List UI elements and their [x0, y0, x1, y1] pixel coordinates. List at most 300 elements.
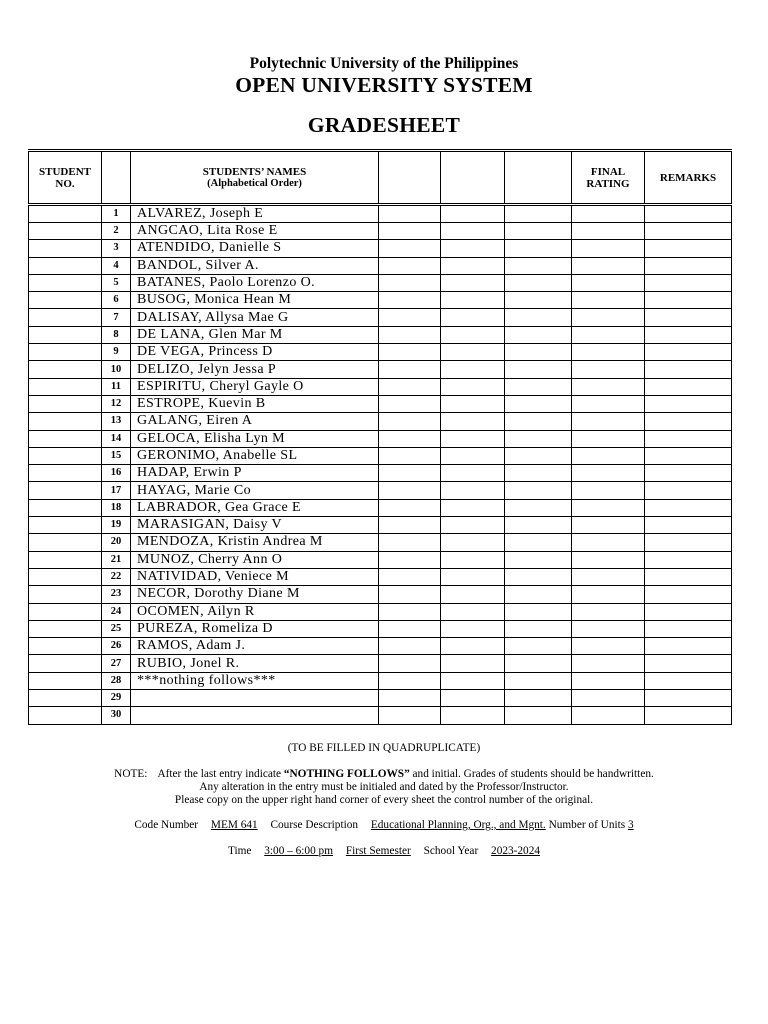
- grade-column-2-header: [441, 151, 505, 205]
- student-name-cell: GELOCA, Elisha Lyn M: [131, 430, 379, 447]
- note-line-3: Please copy on the upper right hand corner of every sheet the control number of the original.: [174, 794, 594, 806]
- university-name: Polytechnic University of the Philippines: [249, 55, 519, 72]
- grade-cell-3: [505, 240, 572, 257]
- grade-cell-3: [505, 223, 572, 240]
- year-value: 2023-2024: [491, 845, 540, 857]
- student-name-cell: [131, 690, 379, 707]
- grade-cell-2: [441, 465, 505, 482]
- remarks-cell: [645, 672, 732, 689]
- remarks-cell: [645, 292, 732, 309]
- student-no-cell: [29, 430, 102, 447]
- table-row: [29, 690, 732, 707]
- final-rating-cell: [572, 586, 645, 603]
- student-no-cell: [29, 690, 102, 707]
- table-row: [29, 620, 732, 637]
- grade-cell-3: [505, 309, 572, 326]
- grade-cell-2: [441, 413, 505, 430]
- schedule-line: [0, 845, 768, 858]
- student-no-cell: [29, 274, 102, 291]
- remarks-cell: [645, 655, 732, 672]
- grade-cell-2: [441, 292, 505, 309]
- student-no-cell: [29, 707, 102, 724]
- remarks-cell: [645, 465, 732, 482]
- student-no-cell: [29, 672, 102, 689]
- course-label: Course Description: [270, 819, 359, 831]
- student-no-cell: [29, 257, 102, 274]
- student-no-cell: [29, 551, 102, 568]
- student-no-cell: [29, 292, 102, 309]
- final-rating-cell: [572, 447, 645, 464]
- grade-cell-3: [505, 205, 572, 223]
- row-number-cell: 18: [102, 499, 131, 516]
- student-no-cell: [29, 534, 102, 551]
- names-header-sub: (Alphabetical Order): [207, 177, 302, 189]
- final-rating-cell: [572, 603, 645, 620]
- grade-cell-2: [441, 655, 505, 672]
- remarks-cell: [645, 499, 732, 516]
- student-name-cell: PUREZA, Romeliza D: [131, 620, 379, 637]
- row-number-cell: 2: [102, 223, 131, 240]
- table-row: [29, 672, 732, 689]
- remarks-cell: [645, 568, 732, 585]
- grade-cell-3: [505, 465, 572, 482]
- table-row: [29, 344, 732, 361]
- table-row: [29, 378, 732, 395]
- table-row: [29, 638, 732, 655]
- grade-cell-3: [505, 378, 572, 395]
- names-header-label: STUDENTS’ NAMES: [202, 165, 307, 178]
- course-info-line: [0, 819, 768, 832]
- student-name-cell: NATIVIDAD, Veniece M: [131, 568, 379, 585]
- note-label: NOTE:: [114, 768, 148, 780]
- final-rating-cell: [572, 292, 645, 309]
- remarks-cell: [645, 638, 732, 655]
- final-rating-header: FINAL RATING: [572, 151, 645, 205]
- table-row: [29, 603, 732, 620]
- remarks-cell: [645, 240, 732, 257]
- grade-cell-3: [505, 499, 572, 516]
- time-value: 3:00 – 6:00 pm: [264, 845, 333, 857]
- grade-cell-3: [505, 586, 572, 603]
- student-no-cell: [29, 620, 102, 637]
- grade-cell-3: [505, 534, 572, 551]
- row-number-cell: 15: [102, 447, 131, 464]
- grade-cell-3: [505, 447, 572, 464]
- grade-cell-2: [441, 638, 505, 655]
- row-number-cell: 10: [102, 361, 131, 378]
- final-rating-cell: [572, 568, 645, 585]
- student-no-cell: [29, 603, 102, 620]
- student-no-cell: [29, 240, 102, 257]
- student-name-cell: ANGCAO, Lita Rose E: [131, 223, 379, 240]
- student-name-cell: RAMOS, Adam J.: [131, 638, 379, 655]
- remarks-header: REMARKS: [645, 151, 732, 205]
- remarks-cell: [645, 361, 732, 378]
- grade-cell-2: [441, 205, 505, 223]
- grade-cell-1: [379, 465, 441, 482]
- grade-cell-3: [505, 292, 572, 309]
- remarks-cell: [645, 430, 732, 447]
- remarks-cell: [645, 395, 732, 412]
- grade-cell-2: [441, 690, 505, 707]
- grade-cell-2: [441, 326, 505, 343]
- row-number-cell: 28: [102, 672, 131, 689]
- grade-cell-1: [379, 240, 441, 257]
- student-no-cell: [29, 361, 102, 378]
- row-number-cell: 20: [102, 534, 131, 551]
- student-name-cell: DE VEGA, Princess D: [131, 344, 379, 361]
- student-name-cell: MUNOZ, Cherry Ann O: [131, 551, 379, 568]
- row-number-cell: 23: [102, 586, 131, 603]
- student-no-cell: [29, 395, 102, 412]
- grade-cell-1: [379, 292, 441, 309]
- final-rating-cell: [572, 517, 645, 534]
- grade-cell-2: [441, 672, 505, 689]
- grade-cell-3: [505, 517, 572, 534]
- grade-cell-3: [505, 413, 572, 430]
- grade-cell-1: [379, 690, 441, 707]
- table-row: [29, 499, 732, 516]
- table-row: [29, 240, 732, 257]
- grade-cell-1: [379, 413, 441, 430]
- note-line-2: Any alteration in the entry must be initialed and dated by the Professor/Instructor.: [199, 781, 569, 793]
- final-rating-cell: [572, 482, 645, 499]
- table-row: [29, 292, 732, 309]
- student-no-cell: [29, 465, 102, 482]
- remarks-cell: [645, 690, 732, 707]
- grade-cell-3: [505, 482, 572, 499]
- row-number-cell: 16: [102, 465, 131, 482]
- row-number-cell: 29: [102, 690, 131, 707]
- student-name-cell: BANDOL, Silver A.: [131, 257, 379, 274]
- grade-cell-2: [441, 447, 505, 464]
- student-name-cell: DELIZO, Jelyn Jessa P: [131, 361, 379, 378]
- grade-cell-3: [505, 326, 572, 343]
- grade-cell-1: [379, 620, 441, 637]
- units-label: Number of Units: [548, 819, 626, 831]
- copies-instruction: (TO BE FILLED IN QUADRUPLICATE): [287, 742, 481, 754]
- grade-cell-2: [441, 482, 505, 499]
- remarks-cell: [645, 603, 732, 620]
- student-no-cell: [29, 638, 102, 655]
- final-rating-cell: [572, 309, 645, 326]
- table-row: [29, 274, 732, 291]
- grade-cell-2: [441, 603, 505, 620]
- remarks-cell: [645, 223, 732, 240]
- final-rating-cell: [572, 205, 645, 223]
- grade-cell-1: [379, 655, 441, 672]
- final-rating-cell: [572, 395, 645, 412]
- table-row: [29, 395, 732, 412]
- grade-cell-1: [379, 586, 441, 603]
- grade-cell-2: [441, 499, 505, 516]
- grade-cell-2: [441, 586, 505, 603]
- grade-cell-1: [379, 344, 441, 361]
- grade-cell-1: [379, 551, 441, 568]
- remarks-cell: [645, 534, 732, 551]
- grade-cell-2: [441, 344, 505, 361]
- remarks-cell: [645, 586, 732, 603]
- row-number-cell: 21: [102, 551, 131, 568]
- final-rating-cell: [572, 655, 645, 672]
- final-rating-cell: [572, 499, 645, 516]
- student-name-cell: DALISAY, Allysa Mae G: [131, 309, 379, 326]
- student-no-cell: [29, 447, 102, 464]
- final-rating-cell: [572, 344, 645, 361]
- row-number-cell: 6: [102, 292, 131, 309]
- row-number-cell: 11: [102, 378, 131, 395]
- table-row: [29, 551, 732, 568]
- grade-cell-3: [505, 361, 572, 378]
- note-line-1: [0, 768, 768, 781]
- remarks-cell: [645, 413, 732, 430]
- student-no-cell: [29, 309, 102, 326]
- document-title: GRADESHEET: [307, 113, 461, 137]
- table-row: [29, 707, 732, 724]
- row-number-cell: 27: [102, 655, 131, 672]
- grade-cell-3: [505, 274, 572, 291]
- final-rating-cell: [572, 672, 645, 689]
- row-number-cell: 7: [102, 309, 131, 326]
- grade-cell-1: [379, 534, 441, 551]
- row-number-cell: 8: [102, 326, 131, 343]
- grade-cell-3: [505, 395, 572, 412]
- row-number-cell: 5: [102, 274, 131, 291]
- final-rating-cell: [572, 707, 645, 724]
- student-name-cell: HADAP, Erwin P: [131, 465, 379, 482]
- table-row: [29, 465, 732, 482]
- final-rating-cell: [572, 690, 645, 707]
- remarks-cell: [645, 257, 732, 274]
- student-no-header: STUDENT NO.: [29, 151, 102, 205]
- row-number-cell: 26: [102, 638, 131, 655]
- student-name-cell: BUSOG, Monica Hean M: [131, 292, 379, 309]
- grade-cell-2: [441, 257, 505, 274]
- final-rating-cell: [572, 274, 645, 291]
- table-row: [29, 655, 732, 672]
- final-rating-cell: [572, 413, 645, 430]
- table-row: [29, 309, 732, 326]
- table-row: [29, 430, 732, 447]
- row-number-cell: 19: [102, 517, 131, 534]
- header-row: [29, 151, 732, 205]
- grade-cell-1: [379, 223, 441, 240]
- final-rating-cell: [572, 430, 645, 447]
- grade-cell-2: [441, 534, 505, 551]
- table-row: [29, 534, 732, 551]
- remarks-cell: [645, 326, 732, 343]
- row-number-cell: 22: [102, 568, 131, 585]
- student-no-cell: [29, 223, 102, 240]
- grade-cell-1: [379, 568, 441, 585]
- remarks-cell: [645, 482, 732, 499]
- grade-cell-2: [441, 274, 505, 291]
- student-name-cell: NECOR, Dorothy Diane M: [131, 586, 379, 603]
- student-name-cell: ATENDIDO, Danielle S: [131, 240, 379, 257]
- student-no-cell: [29, 413, 102, 430]
- grade-cell-2: [441, 378, 505, 395]
- grade-cell-1: [379, 274, 441, 291]
- note-text-a: After the last entry indicate: [157, 768, 284, 780]
- row-number-cell: 30: [102, 707, 131, 724]
- student-no-cell: [29, 499, 102, 516]
- row-number-cell: 14: [102, 430, 131, 447]
- grade-cell-3: [505, 568, 572, 585]
- student-name-cell: MARASIGAN, Daisy V: [131, 517, 379, 534]
- table-row: [29, 482, 732, 499]
- remarks-cell: [645, 447, 732, 464]
- final-rating-cell: [572, 551, 645, 568]
- grade-cell-1: [379, 672, 441, 689]
- grade-cell-3: [505, 655, 572, 672]
- gradesheet-table: [28, 149, 732, 725]
- course-value: Educational Planning, Org., and Mgnt.: [370, 819, 546, 831]
- table-row: [29, 361, 732, 378]
- grade-cell-2: [441, 240, 505, 257]
- remarks-cell: [645, 205, 732, 223]
- grade-cell-3: [505, 551, 572, 568]
- student-name-cell: MENDOZA, Kristin Andrea M: [131, 534, 379, 551]
- system-name: OPEN UNIVERSITY SYSTEM: [235, 73, 533, 97]
- student-no-cell: [29, 344, 102, 361]
- student-name-cell: RUBIO, Jonel R.: [131, 655, 379, 672]
- remarks-cell: [645, 517, 732, 534]
- final-rating-cell: [572, 465, 645, 482]
- row-number-cell: 3: [102, 240, 131, 257]
- remarks-cell: [645, 551, 732, 568]
- table-row: [29, 568, 732, 585]
- grade-cell-2: [441, 395, 505, 412]
- code-label: Code Number: [134, 819, 199, 831]
- grade-cell-2: [441, 361, 505, 378]
- final-rating-cell: [572, 534, 645, 551]
- grade-cell-2: [441, 223, 505, 240]
- semester-value: First Semester: [345, 845, 411, 857]
- grade-cell-2: [441, 551, 505, 568]
- year-label: School Year: [423, 845, 479, 857]
- student-no-cell: [29, 568, 102, 585]
- student-no-cell: [29, 205, 102, 223]
- code-value: MEM 641: [210, 819, 258, 831]
- grade-column-3-header: [505, 151, 572, 205]
- grade-cell-2: [441, 620, 505, 637]
- grade-cell-3: [505, 603, 572, 620]
- grade-cell-3: [505, 707, 572, 724]
- remarks-cell: [645, 344, 732, 361]
- student-name-cell: [131, 707, 379, 724]
- final-rating-cell: [572, 638, 645, 655]
- grade-cell-1: [379, 205, 441, 223]
- grade-cell-2: [441, 707, 505, 724]
- row-number-cell: 12: [102, 395, 131, 412]
- grade-cell-2: [441, 517, 505, 534]
- grade-cell-2: [441, 430, 505, 447]
- row-number-cell: 1: [102, 205, 131, 223]
- grade-column-1-header: [379, 151, 441, 205]
- note-text-c: and initial. Grades of students should be handwritten.: [409, 768, 654, 780]
- final-rating-cell: [572, 326, 645, 343]
- student-no-cell: [29, 655, 102, 672]
- student-name-cell: GERONIMO, Anabelle SL: [131, 447, 379, 464]
- grade-cell-1: [379, 430, 441, 447]
- grade-cell-3: [505, 638, 572, 655]
- student-name-cell: ESPIRITU, Cheryl Gayle O: [131, 378, 379, 395]
- student-name-cell: BATANES, Paolo Lorenzo O.: [131, 274, 379, 291]
- table-row: [29, 413, 732, 430]
- student-no-cell: [29, 326, 102, 343]
- student-name-cell: OCOMEN, Ailyn R: [131, 603, 379, 620]
- time-label: Time: [227, 845, 252, 857]
- final-rating-cell: [572, 257, 645, 274]
- remarks-cell: [645, 620, 732, 637]
- grade-cell-1: [379, 499, 441, 516]
- grade-cell-1: [379, 361, 441, 378]
- remarks-cell: [645, 707, 732, 724]
- grade-cell-2: [441, 309, 505, 326]
- student-name-cell: ESTROPE, Kuevin B: [131, 395, 379, 412]
- student-no-cell: [29, 482, 102, 499]
- student-name-cell: ***nothing follows***: [131, 672, 379, 689]
- final-rating-cell: [572, 240, 645, 257]
- student-name-cell: DE LANA, Glen Mar M: [131, 326, 379, 343]
- student-name-cell: GALANG, Eiren A: [131, 413, 379, 430]
- grade-cell-1: [379, 517, 441, 534]
- grade-cell-1: [379, 603, 441, 620]
- grade-cell-1: [379, 638, 441, 655]
- student-no-cell: [29, 586, 102, 603]
- units-value: 3: [627, 819, 634, 831]
- grade-cell-1: [379, 707, 441, 724]
- student-name-cell: LABRADOR, Gea Grace E: [131, 499, 379, 516]
- grade-cell-1: [379, 447, 441, 464]
- remarks-cell: [645, 274, 732, 291]
- student-no-cell: [29, 517, 102, 534]
- table-row: [29, 447, 732, 464]
- row-number-cell: 9: [102, 344, 131, 361]
- names-header: [131, 151, 379, 205]
- table-row: [29, 586, 732, 603]
- grade-cell-3: [505, 620, 572, 637]
- row-number-cell: 25: [102, 620, 131, 637]
- grade-cell-3: [505, 672, 572, 689]
- table-row: [29, 257, 732, 274]
- table-row: [29, 326, 732, 343]
- remarks-cell: [645, 309, 732, 326]
- grade-cell-1: [379, 378, 441, 395]
- row-number-header: [102, 151, 131, 205]
- row-number-cell: 13: [102, 413, 131, 430]
- table-row: [29, 517, 732, 534]
- table-row: [29, 223, 732, 240]
- grade-cell-3: [505, 257, 572, 274]
- final-rating-cell: [572, 361, 645, 378]
- grade-cell-3: [505, 690, 572, 707]
- student-name-cell: ALVAREZ, Joseph E: [131, 205, 379, 223]
- row-number-cell: 24: [102, 603, 131, 620]
- student-no-cell: [29, 378, 102, 395]
- table-row: [29, 205, 732, 223]
- grade-cell-1: [379, 257, 441, 274]
- row-number-cell: 17: [102, 482, 131, 499]
- final-rating-cell: [572, 378, 645, 395]
- student-name-cell: HAYAG, Marie Co: [131, 482, 379, 499]
- grade-cell-1: [379, 326, 441, 343]
- grade-cell-3: [505, 344, 572, 361]
- grade-cell-1: [379, 482, 441, 499]
- grade-cell-1: [379, 309, 441, 326]
- final-rating-cell: [572, 223, 645, 240]
- remarks-cell: [645, 378, 732, 395]
